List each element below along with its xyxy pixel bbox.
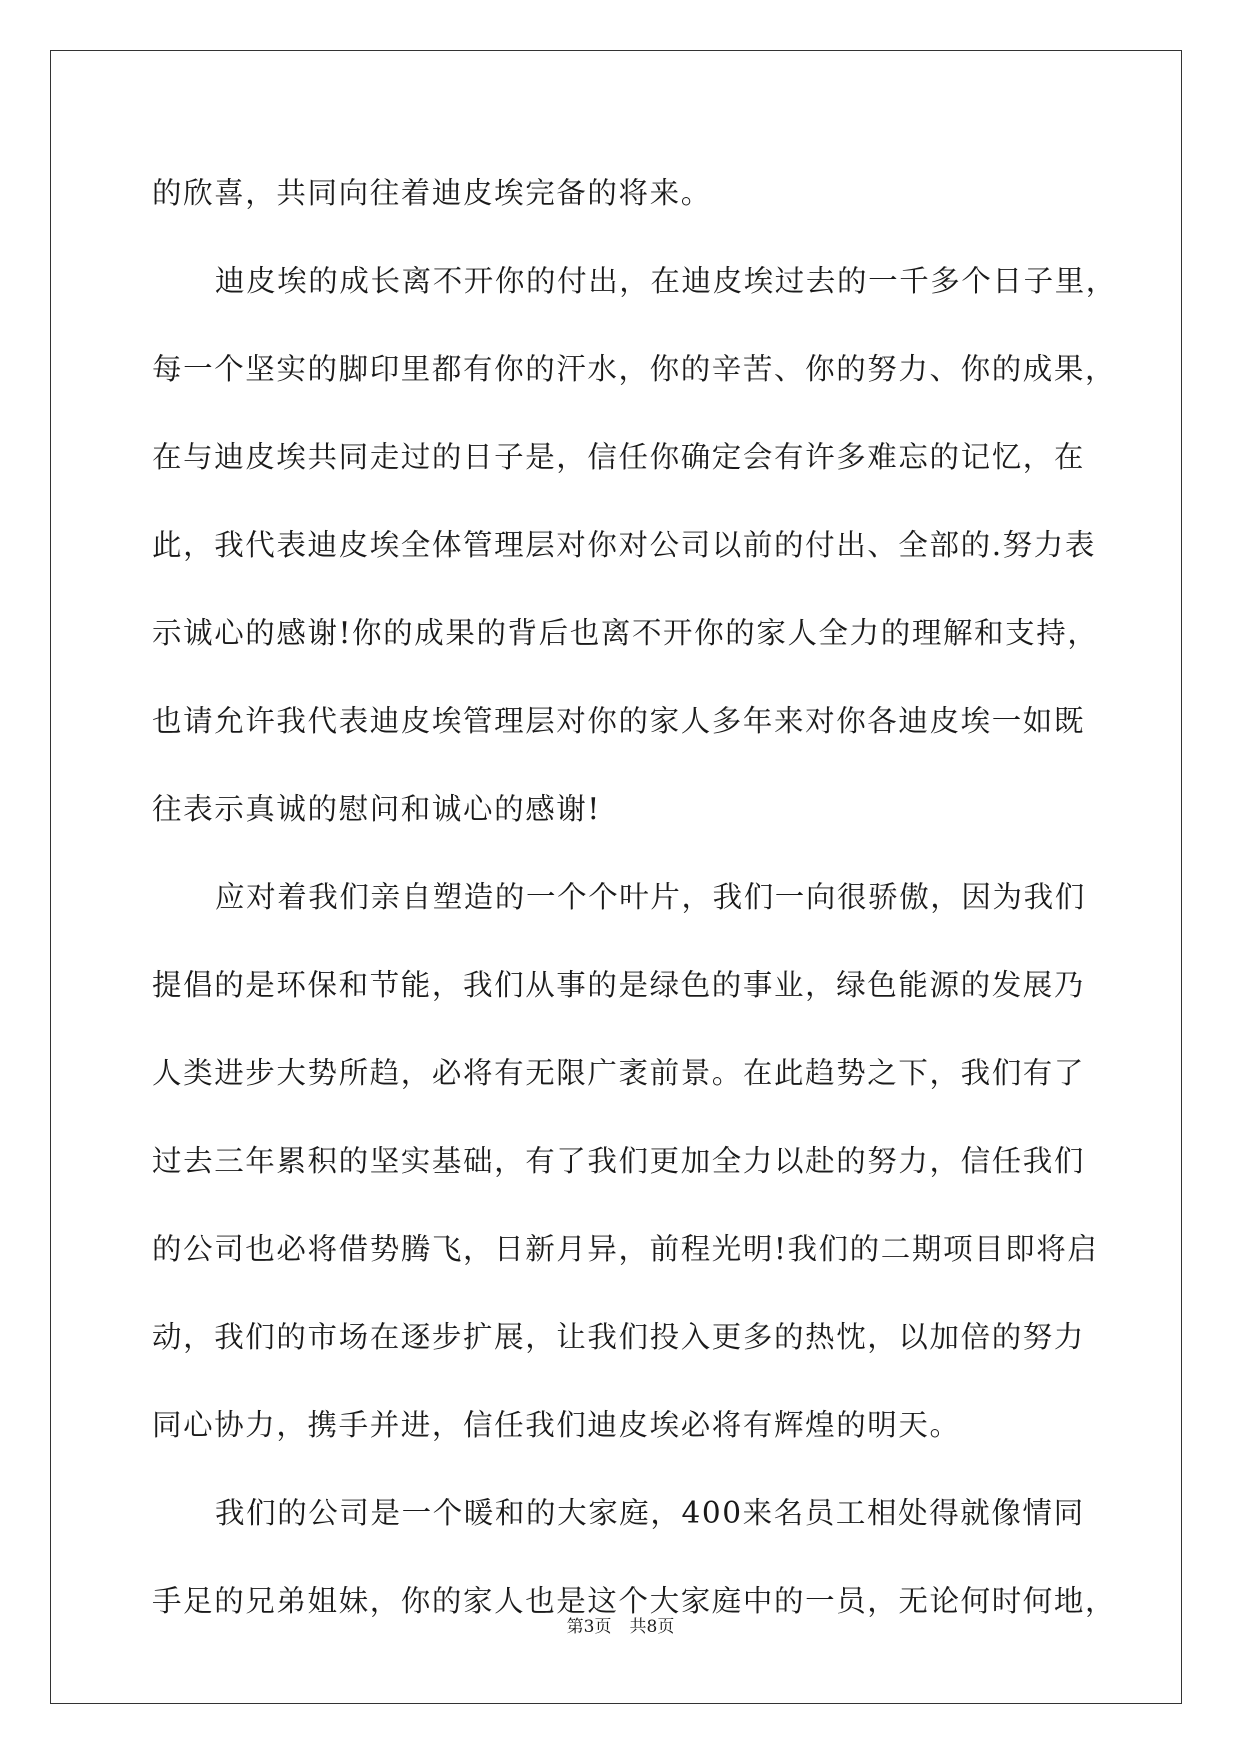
text-line-5: 此，我代表迪皮埃全体管理层对你对公司以前的付出、全部的.努力表 xyxy=(152,528,1096,562)
text-line-10: 提倡的是环保和节能，我们从事的是绿色的事业，绿色能源的发展乃 xyxy=(152,968,1086,1002)
text-line-9: 应对着我们亲自塑造的一个个叶片，我们一向很骄傲，因为我们 xyxy=(215,880,1086,914)
text-line-7: 也请允许我代表迪皮埃管理层对你的家人多年来对你各迪皮埃一如既 xyxy=(152,704,1086,738)
text-line-13: 的公司也必将借势腾飞，日新月异，前程光明!我们的二期项目即将启 xyxy=(152,1232,1099,1266)
page-footer xyxy=(0,1612,1241,1637)
page-number-total: 共8页 xyxy=(629,1617,675,1637)
text-line-6: 示诚心的感谢!你的成果的背后也离不开你的家人全力的理解和支持， xyxy=(152,616,1099,650)
text-line-16: 我们的公司是一个暖和的大家庭，400来名员工相处得就像情同 xyxy=(215,1496,1085,1530)
page-number-current: 第3页 xyxy=(566,1617,612,1637)
text-line-2: 迪皮埃的成长离不开你的付出，在迪皮埃过去的一千多个日子里， xyxy=(215,264,1117,298)
text-line-8: 往表示真诚的慰问和诚心的感谢! xyxy=(152,792,601,826)
text-line-17: 手足的兄弟姐妹，你的家人也是这个大家庭中的一员，无论何时何地， xyxy=(152,1584,1117,1618)
text-line-15: 同心协力，携手并进，信任我们迪皮埃必将有辉煌的明天。 xyxy=(152,1408,961,1442)
text-line-14: 动，我们的市场在逐步扩展，让我们投入更多的热忱，以加倍的努力 xyxy=(152,1320,1086,1354)
text-line-4: 在与迪皮埃共同走过的日子是，信任你确定会有许多难忘的记忆，在 xyxy=(152,440,1086,474)
text-line-3: 每一个坚实的脚印里都有你的汗水，你的辛苦、你的努力、你的成果， xyxy=(152,352,1117,386)
text-line-11: 人类进步大势所趋，必将有无限广袤前景。在此趋势之下，我们有了 xyxy=(152,1056,1086,1090)
text-line-1: 的欣喜，共同向往着迪皮埃完备的将来。 xyxy=(152,176,712,210)
text-line-12: 过去三年累积的坚实基础，有了我们更加全力以赴的努力，信任我们 xyxy=(152,1144,1086,1178)
document-body xyxy=(152,149,1117,1645)
